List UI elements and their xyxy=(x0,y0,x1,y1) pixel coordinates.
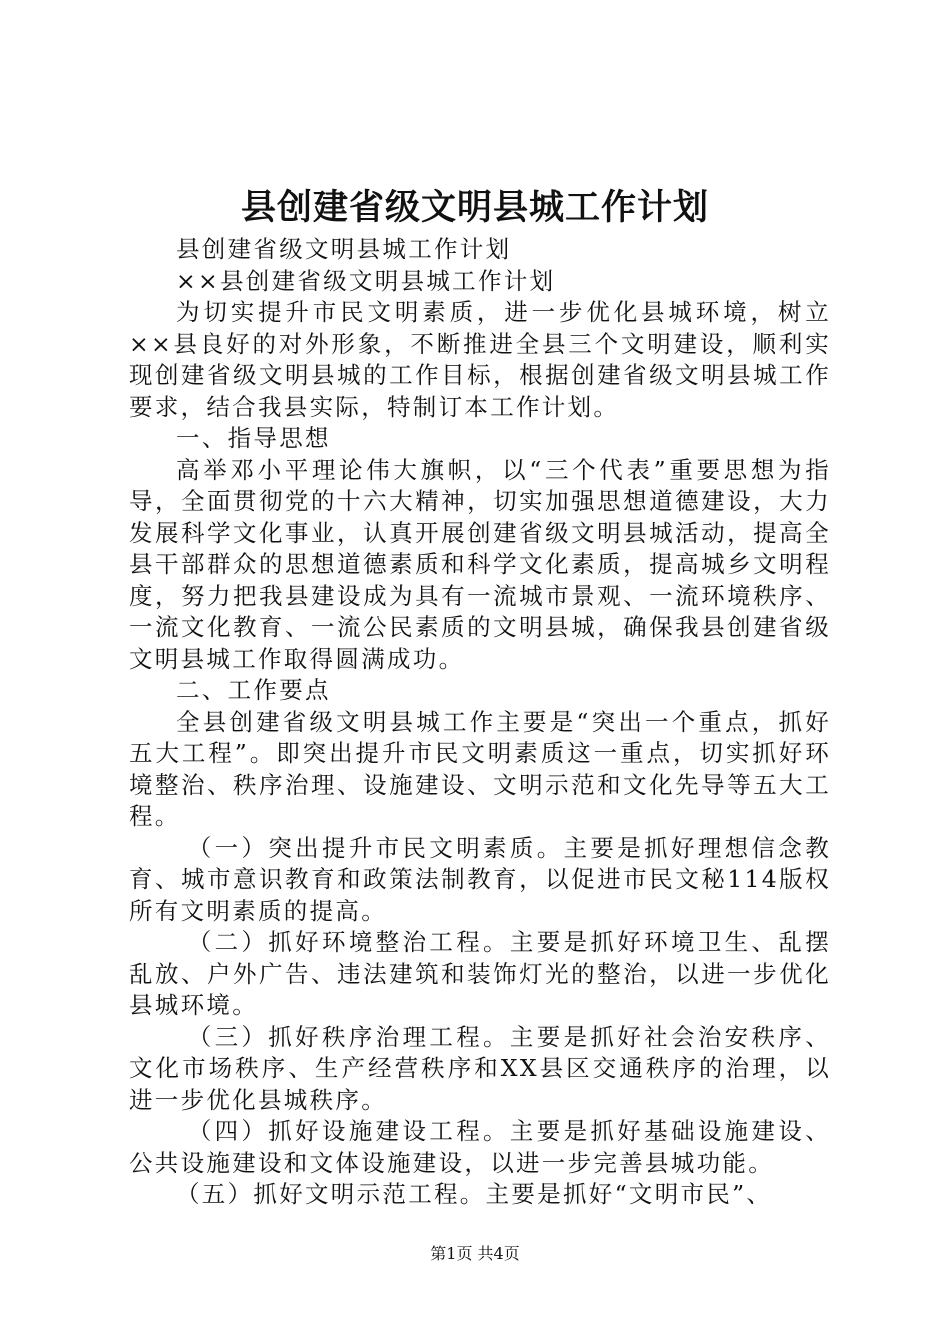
paragraph-heading: ××县创建省级文明县城工作计划 xyxy=(176,266,556,295)
section-heading-work-points: 二、工作要点 xyxy=(176,676,331,704)
paragraph-item-4: （四）抓好设施建设工程。主要是抓好基础设施建设、公共设施建设和文体设施建设，以进一步完善县城功能。 xyxy=(129,1117,831,1177)
paragraph-item-2: （二）抓好环境整治工程。主要是抓好环境卫生、乱摆乱放、户外广告、违法建筑和装饰灯光的整治，以进一步优化县城环境。 xyxy=(129,928,831,1019)
paragraph-subtitle: 县创建省级文明县城工作计划 xyxy=(176,235,512,263)
document-body xyxy=(129,234,831,1211)
paragraph-work-points: 全县创建省级文明县城工作主要是“突出一个重点，抓好五大工程”。即突出提升市民文明素质这一重点，切实抓好环境整治、秩序治理、设施建设、文明示范和文化先导等五大工程。 xyxy=(129,707,831,830)
paragraph-item-3: （三）抓好秩序治理工程。主要是抓好社会治安秩序、文化市场秩序、生产经营秩序和XX县区交通秩序的治理，以进一步优化县城秩序。 xyxy=(129,1022,831,1114)
paragraph-guiding-thought: 高举邓小平理论伟大旗帜，以“三个代表”重要思想为指导，全面贯彻党的十六大精神，切实加强思想道德建设，大力发展科学文化事业，认真开展创建省级文明县城活动，提高全县干部群众的思想道德素质和科学文化素质，提高城乡文明程度，努力把我县建设成为具有一流城市景观、一流环境秩序、一流文化教育、一流公民素质的文明县城，确保我县创建省级文明县城工作取得圆满成功。 xyxy=(129,455,831,673)
section-heading-guiding-thought: 一、指导思想 xyxy=(176,424,331,452)
page-footer: 第1页 共4页 xyxy=(430,1244,520,1263)
page-title: 县创建省级文明县城工作计划 xyxy=(240,187,709,228)
paragraph-item-5: （五）抓好文明示范工程。主要是抓好“文明市民”、 xyxy=(176,1180,773,1208)
paragraph-intro: 为切实提升市民文明素质，进一步优化县城环境，树立××县良好的对外形象，不断推进全县三个文明建设，顺利实现创建省级文明县城的工作目标，根据创建省级文明县城工作要求，结合我县实际，特制订本工作计划。 xyxy=(129,298,831,421)
paragraph-item-1: （一）突出提升市民文明素质。主要是抓好理想信念教育、城市意识教育和政策法制教育，以促进市民文秘114版权所有文明素质的提高。 xyxy=(129,833,831,925)
